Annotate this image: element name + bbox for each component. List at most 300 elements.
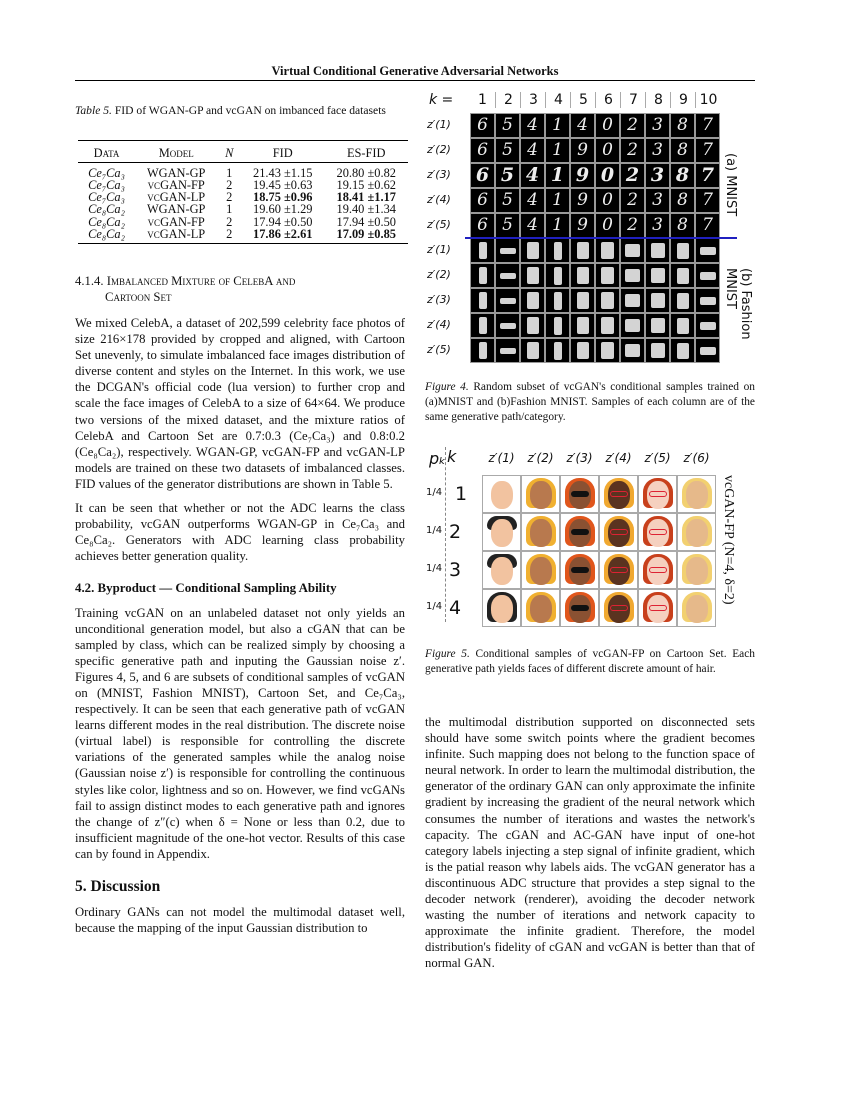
sample-cell [495, 213, 520, 238]
fashion-mnist-label: (b) Fashion MNIST [723, 268, 753, 340]
sample-cell [645, 188, 670, 213]
table-caption-text: FID of WGAN-GP and vcGAN on imbanced face datasets [111, 104, 386, 117]
fashion-item [700, 272, 716, 280]
fashion-item [651, 268, 665, 283]
mnist-digit: 7 [702, 215, 713, 235]
sample-cell [570, 263, 595, 288]
table-cell: 2 [226, 177, 233, 192]
sample-cell [520, 138, 545, 163]
fashion-item [479, 242, 487, 259]
sample-cell [695, 188, 720, 213]
mnist-digit: 2 [627, 190, 638, 210]
fashion-item [577, 317, 589, 334]
section-4-2-heading: 4.2. Byproduct — Conditional Sampling Ability [75, 581, 337, 596]
face-skin [491, 595, 513, 623]
fashion-item [554, 267, 562, 285]
paragraph: It can be seen that whether or not the ADC learns the class probability, vcGAN outperforms WGAN-GP in Ce₇Ca₃ and Ce₈Ca₂. Generators with ADC learning class probability achieves better generation quality. [75, 501, 405, 564]
mnist-digit: 2 [627, 115, 638, 135]
table-cell: 19.15 ±0.62 [336, 177, 396, 192]
sample-cell [470, 213, 495, 238]
fashion-item [625, 269, 640, 282]
sample-cell [670, 313, 695, 338]
cartoon-face-cell [482, 551, 521, 589]
glasses [610, 605, 628, 611]
mnist-digit: 5 [502, 115, 513, 135]
sample-cell [570, 238, 595, 263]
paragraph: Ordinary GANs can not model the multimodal dataset well, because the mapping of the input Gaussian distribution to [75, 905, 405, 936]
caption-label: Figure 5. [425, 648, 470, 660]
mnist-digit: 0 [600, 164, 615, 186]
fashion-item [677, 318, 689, 334]
sample-cell [570, 338, 595, 363]
cartoon-face-cell [482, 589, 521, 627]
mnist-digit: 0 [602, 115, 613, 135]
sample-cell [470, 263, 495, 288]
figure-4-caption [425, 380, 755, 425]
fashion-item [625, 319, 640, 332]
sample-cell [495, 138, 520, 163]
sample-cell [620, 213, 645, 238]
sample-cell [670, 138, 695, 163]
cartoon-face-cell [599, 513, 638, 551]
row-label: z′(5) [427, 218, 451, 231]
sample-cell [620, 163, 645, 188]
sample-cell [520, 338, 545, 363]
sample-cell [645, 213, 670, 238]
k-value: 4 [545, 92, 571, 108]
table-cell: 19.40 ±1.34 [336, 202, 396, 217]
caption-text: Conditional samples of vcGAN-FP on Cartoon Set. Each generative path yields faces of different discrete amount of hair. [425, 648, 755, 675]
sample-cell [545, 113, 570, 138]
column-header: Model [158, 146, 194, 161]
fashion-item [625, 244, 640, 257]
mnist-digit: 3 [652, 115, 663, 135]
left-column [75, 273, 405, 936]
mnist-digit: 9 [577, 140, 588, 160]
sample-cell [570, 163, 595, 188]
sample-cell [545, 338, 570, 363]
sample-cell [695, 263, 720, 288]
face-skin [686, 557, 708, 585]
section-5-heading: 5. Discussion [75, 878, 161, 895]
mnist-label: (a) MNIST [723, 153, 738, 217]
table-cell: Ce₈Ca₂ [88, 202, 125, 217]
column-label: z′(6) [683, 451, 710, 465]
mnist-digit: 4 [527, 140, 538, 160]
cartoon-face-cell [638, 551, 677, 589]
paragraph: the multimodal distribution supported on disconnected sets should have some switch points where the gradient becomes infinite. Such mapping does not belong to the function space of neural network. In order to learn the multimodal distribution, the generator of the ordinary GAN can only approximate the infinite gradient by increasing the gradient of the neural network which consumes the number of iterations and wastes the network's capacity. The cGAN and AC-GAN have input of one-hot category labels injecting a step signal of infinite gradient, which is the patial reason why labels aids. The vcGAN generator has a discontinuous ADC structure that provides a step signal to the decoder network (renderer), avoiding the decoder network wasting the number of iterations and network capacity to approximate the infinite gradient. Therefore, the model distribution's fidelity of cGAN and vcGAN is better than that of normal GAN. [425, 715, 755, 971]
mnist-digit: 2 [625, 164, 640, 186]
table-cell: 2 [226, 214, 233, 229]
face-skin [686, 481, 708, 509]
sample-cell [470, 288, 495, 313]
sample-cell [695, 163, 720, 188]
k-value: 1 [455, 483, 468, 505]
fashion-item [651, 318, 665, 333]
cartoon-face-cell [521, 589, 560, 627]
sample-cell [595, 238, 620, 263]
fashion-item [479, 317, 487, 334]
fashion-item [479, 267, 487, 284]
cartoon-face-cell [521, 475, 560, 513]
sample-cell [595, 188, 620, 213]
mnist-digit: 4 [527, 190, 538, 210]
k-label: k [447, 447, 457, 466]
table-5 [78, 140, 408, 244]
sample-cell [695, 113, 720, 138]
row-label: z′(1) [427, 243, 451, 256]
table-cell: Ce₈Ca₂ [88, 226, 125, 241]
sample-cell [545, 238, 570, 263]
paragraph: Training vcGAN on an unlabeled dataset not only yields an unconditional generation model, but also a cGAN that can be sampled by class, which can be realized simply by choosing a specific generative path and inputing the Gaussian noise z′. Figures 4, 5, and 6 are subsets of conditional samples of vcGAN on (MNIST, Fashion MNIST), Cartoon Set, and Ce₇Ca₃, respectively. It can be seen that each generative path of vcGAN learns different modes in the real distribution. The discrete noise (virtual label) is responsible for controlling the discrete variations of the generated samples while the analog noise (Gaussian noise z′) is responsible for controlling the continuous styles like color, lightness and so on. However, we find vcGANs fail to assign distinct modes to each generative path and ignores the change of z″(c) when δ = None or less than 0.2, due to insufficient magnitude of the one-hot vector. Results of this case can by found in Appendix. [75, 605, 405, 861]
sample-cell [545, 288, 570, 313]
sample-cell [520, 113, 545, 138]
fashion-item [479, 342, 487, 359]
face-skin [686, 519, 708, 547]
pk-value: 1/4 [426, 563, 443, 574]
mnist-digit: 6 [477, 215, 488, 235]
sample-cell [645, 288, 670, 313]
sample-cell [645, 338, 670, 363]
sample-cell [495, 163, 520, 188]
glasses [649, 491, 667, 497]
pk-value: 1/4 [426, 525, 443, 536]
row-label: z′(4) [427, 193, 451, 206]
sample-cell [570, 213, 595, 238]
mnist-digit: 8 [677, 140, 688, 160]
sample-cell [695, 238, 720, 263]
mnist-digit: 5 [502, 190, 513, 210]
sample-cell [670, 188, 695, 213]
mnist-digit: 6 [475, 164, 490, 186]
cartoon-face-cell [599, 589, 638, 627]
sample-cell [470, 338, 495, 363]
face-skin [530, 481, 552, 509]
sample-cell [595, 313, 620, 338]
mnist-digit: 7 [700, 164, 715, 186]
table-row [78, 228, 408, 240]
table-cell: 17.94 ±0.50 [253, 214, 313, 229]
fashion-item [677, 243, 689, 259]
fashion-item [500, 323, 516, 329]
sample-cell [670, 338, 695, 363]
sample-cell [645, 238, 670, 263]
sample-cell [620, 138, 645, 163]
mnist-digit: 5 [502, 215, 513, 235]
fashion-item [625, 344, 640, 357]
column-label: z′(1) [488, 451, 515, 465]
mnist-fashion-divider [465, 237, 737, 239]
k-value: 6 [595, 92, 621, 108]
column-header: N [225, 146, 234, 161]
table-cell: 18.41 ±1.17 [336, 190, 396, 205]
glasses [610, 491, 628, 497]
table-row [78, 203, 408, 215]
cartoon-face-cell [638, 589, 677, 627]
sample-cell [545, 188, 570, 213]
fashion-item [601, 242, 614, 259]
row-label: z′(3) [427, 168, 451, 181]
fashion-item [700, 322, 716, 330]
cartoon-face-cell [638, 513, 677, 551]
mnist-digit: 8 [675, 164, 690, 186]
column-label: z′(5) [644, 451, 671, 465]
sample-cell [695, 213, 720, 238]
sample-cell [595, 138, 620, 163]
fashion-item [601, 317, 614, 334]
cartoon-face-cell [677, 589, 716, 627]
sample-cell [495, 313, 520, 338]
sample-cell [520, 188, 545, 213]
sample-cell [645, 313, 670, 338]
fashion-item [500, 298, 516, 304]
fashion-item [527, 267, 539, 284]
glasses [649, 605, 667, 611]
fashion-item [500, 248, 516, 254]
k-value: 3 [520, 92, 546, 108]
sample-cell [645, 163, 670, 188]
table-cell: vcGAN-LP [147, 190, 206, 205]
fashion-item [554, 317, 562, 335]
sample-cell [670, 113, 695, 138]
pk-label: pₖ [429, 449, 446, 468]
table-cell: WGAN-GP [146, 202, 206, 217]
mnist-digit: 1 [552, 190, 563, 210]
fashion-item [677, 343, 689, 359]
mnist-digit: 2 [627, 140, 638, 160]
caption-text: Random subset of vcGAN's conditional samples trained on (a)MNIST and (b)Fashion MNIST. Samples of each column are of the same generative path/category. [425, 381, 755, 423]
sample-cell [670, 238, 695, 263]
sample-cell [620, 238, 645, 263]
row-label: z′(2) [427, 268, 451, 281]
face-skin [491, 481, 513, 509]
sample-cell [520, 213, 545, 238]
section-4-1-4-heading [75, 273, 405, 305]
glasses [571, 567, 589, 573]
sample-cell [495, 113, 520, 138]
mnist-digit: 7 [702, 140, 713, 160]
mnist-digit: 5 [500, 164, 515, 186]
heading-line-2: Cartoon Set [105, 290, 172, 304]
glasses [571, 529, 589, 535]
sample-cell [645, 113, 670, 138]
fashion-item [500, 273, 516, 279]
fashion-item [601, 267, 614, 284]
figure-5 [425, 445, 755, 630]
cartoon-face-cell [521, 551, 560, 589]
sample-cell [545, 138, 570, 163]
heading-line-1: 4.1.4. Imbalanced Mixture of CelebA and [75, 274, 296, 288]
k-value: 2 [449, 521, 462, 543]
mnist-digit: 5 [502, 140, 513, 160]
k-value: 8 [645, 92, 671, 108]
cartoon-face-cell [560, 475, 599, 513]
table-cell: 2 [226, 226, 233, 241]
fashion-item [625, 294, 640, 307]
fashion-item [677, 268, 689, 284]
cartoon-face-cell [560, 513, 599, 551]
right-column-text [425, 714, 755, 972]
table-cell: 18.75 ±0.96 [253, 190, 313, 205]
table-cell: 17.94 ±0.50 [336, 214, 396, 229]
k-value: 10 [695, 92, 721, 108]
table-cell: Ce₈Ca₂ [88, 214, 125, 229]
table-cell: 17.86 ±2.61 [253, 226, 313, 241]
table-cell: 2 [226, 190, 233, 205]
sample-cell [695, 288, 720, 313]
sample-cell [520, 263, 545, 288]
cartoon-face-cell [482, 513, 521, 551]
fashion-item [700, 297, 716, 305]
sample-cell [520, 163, 545, 188]
row-label: z′(5) [427, 343, 451, 356]
sample-cell [620, 313, 645, 338]
sample-cell [670, 288, 695, 313]
k-value: 7 [620, 92, 646, 108]
fig5-side-label: vcGAN-FP (N=4, δ=2) [721, 475, 736, 605]
running-head: Virtual Conditional Generative Adversarial Networks [271, 64, 559, 78]
sample-cell [470, 138, 495, 163]
sample-cell [470, 313, 495, 338]
column-label: z′(4) [605, 451, 632, 465]
fashion-item [601, 292, 614, 309]
pk-value: 1/4 [426, 487, 443, 498]
fashion-item [479, 292, 487, 309]
sample-cell [595, 263, 620, 288]
sample-cell [620, 188, 645, 213]
row-label: z′(4) [427, 318, 451, 331]
mnist-digit: 9 [577, 215, 588, 235]
row-label: z′(2) [427, 143, 451, 156]
face-skin [686, 595, 708, 623]
mnist-digit: 4 [577, 115, 588, 135]
sample-cell [470, 188, 495, 213]
sample-cell [595, 338, 620, 363]
sample-cell [570, 113, 595, 138]
mnist-digit: 1 [552, 215, 563, 235]
sample-cell [570, 313, 595, 338]
cartoon-face-cell [677, 513, 716, 551]
face-skin [491, 519, 513, 547]
fashion-item [651, 293, 665, 308]
mnist-digit: 1 [550, 164, 565, 186]
sample-cell [645, 263, 670, 288]
glasses [649, 567, 667, 573]
table-cell: 19.60 ±1.29 [253, 202, 313, 217]
fashion-item [700, 347, 716, 355]
glasses [610, 567, 628, 573]
sample-cell [570, 138, 595, 163]
cartoon-face-cell [677, 475, 716, 513]
column-label: z′(3) [566, 451, 593, 465]
mnist-digit: 8 [677, 215, 688, 235]
fashion-item [700, 247, 716, 255]
mnist-digit: 0 [602, 140, 613, 160]
table-cell: 21.43 ±1.15 [253, 165, 313, 180]
fashion-item [554, 242, 562, 260]
dashed-separator [445, 447, 446, 622]
sample-cell [545, 213, 570, 238]
mnist-digit: 4 [525, 164, 540, 186]
mnist-digit: 0 [602, 215, 613, 235]
row-label: z′(1) [427, 118, 451, 131]
mnist-digit: 6 [477, 190, 488, 210]
mnist-digit: 6 [477, 140, 488, 160]
fashion-item [601, 342, 614, 359]
column-label: z′(2) [527, 451, 554, 465]
mnist-digit: 3 [650, 164, 665, 186]
paragraph: We mixed CelebA, a dataset of 202,599 celebrity face photos of size 216×178 provided by cropped and aligned, with Cartoon Set unevenly, to simulate imbalanced face images distribution of diverse content and styles on the Internet. In this work, we use the DCGAN's official code (lua version) to further crop and scale the face images of CelebA to a size of 64×64. We produce two versions of the mixed dataset, and the mixture ratios of CelebA and Cartoon Set are 0.7:0.3 (Ce₇Ca₃) and 0.8:0.2 (Ce₈Ca₂), respectively. WGAN-GP, vcGAN-FP and vcGAN-LP models are trained on these two datasets of imbalanced classes. FID values of the generator distributions are shown in Table 5. [75, 316, 405, 491]
sample-cell [695, 138, 720, 163]
cartoon-face-cell [599, 551, 638, 589]
sample-cell [495, 288, 520, 313]
fashion-item [651, 343, 665, 358]
sample-cell [620, 263, 645, 288]
mnist-digit: 1 [552, 140, 563, 160]
sample-cell [520, 238, 545, 263]
column-header: Data [93, 146, 120, 161]
sample-cell [495, 238, 520, 263]
fashion-item [651, 243, 665, 258]
figure-4 [425, 92, 755, 367]
cartoon-face-cell [560, 551, 599, 589]
table-cell: WGAN-GP [146, 165, 206, 180]
sample-cell [695, 313, 720, 338]
table-cell: vcGAN-FP [147, 214, 205, 229]
sample-cell [520, 313, 545, 338]
sample-cell [545, 163, 570, 188]
column-header: ES-FID [346, 146, 386, 161]
sample-cell [595, 288, 620, 313]
sample-cell [620, 113, 645, 138]
fashion-item [500, 348, 516, 354]
row-label: z′(3) [427, 293, 451, 306]
sample-cell [670, 163, 695, 188]
mnist-digit: 9 [575, 164, 590, 186]
cartoon-face-cell [560, 589, 599, 627]
table-cell: 1 [226, 202, 233, 217]
figure-5-caption [425, 647, 755, 677]
face-skin [491, 557, 513, 585]
table-cell: Ce₇Ca₃ [88, 177, 125, 192]
k-value: 2 [495, 92, 521, 108]
fashion-item [677, 293, 689, 309]
sample-cell [645, 138, 670, 163]
mnist-digit: 3 [652, 215, 663, 235]
cartoon-face-cell [677, 551, 716, 589]
face-skin [530, 595, 552, 623]
k-value: 1 [478, 92, 487, 108]
cartoon-face-cell [482, 475, 521, 513]
table-cell: 19.45 ±0.63 [253, 177, 313, 192]
cartoon-face-cell [599, 475, 638, 513]
table-row [78, 162, 408, 179]
table-cell: vcGAN-FP [147, 177, 205, 192]
mnist-digit: 3 [652, 190, 663, 210]
sample-cell [620, 288, 645, 313]
fashion-item [527, 242, 539, 259]
fashion-item [554, 292, 562, 310]
sample-cell [545, 263, 570, 288]
sample-cell [495, 188, 520, 213]
sample-cell [470, 238, 495, 263]
face-skin [530, 519, 552, 547]
sample-cell [570, 188, 595, 213]
face-skin [530, 557, 552, 585]
mnist-digit: 2 [627, 215, 638, 235]
mnist-digit: 9 [577, 190, 588, 210]
k-label: k = [429, 92, 454, 108]
